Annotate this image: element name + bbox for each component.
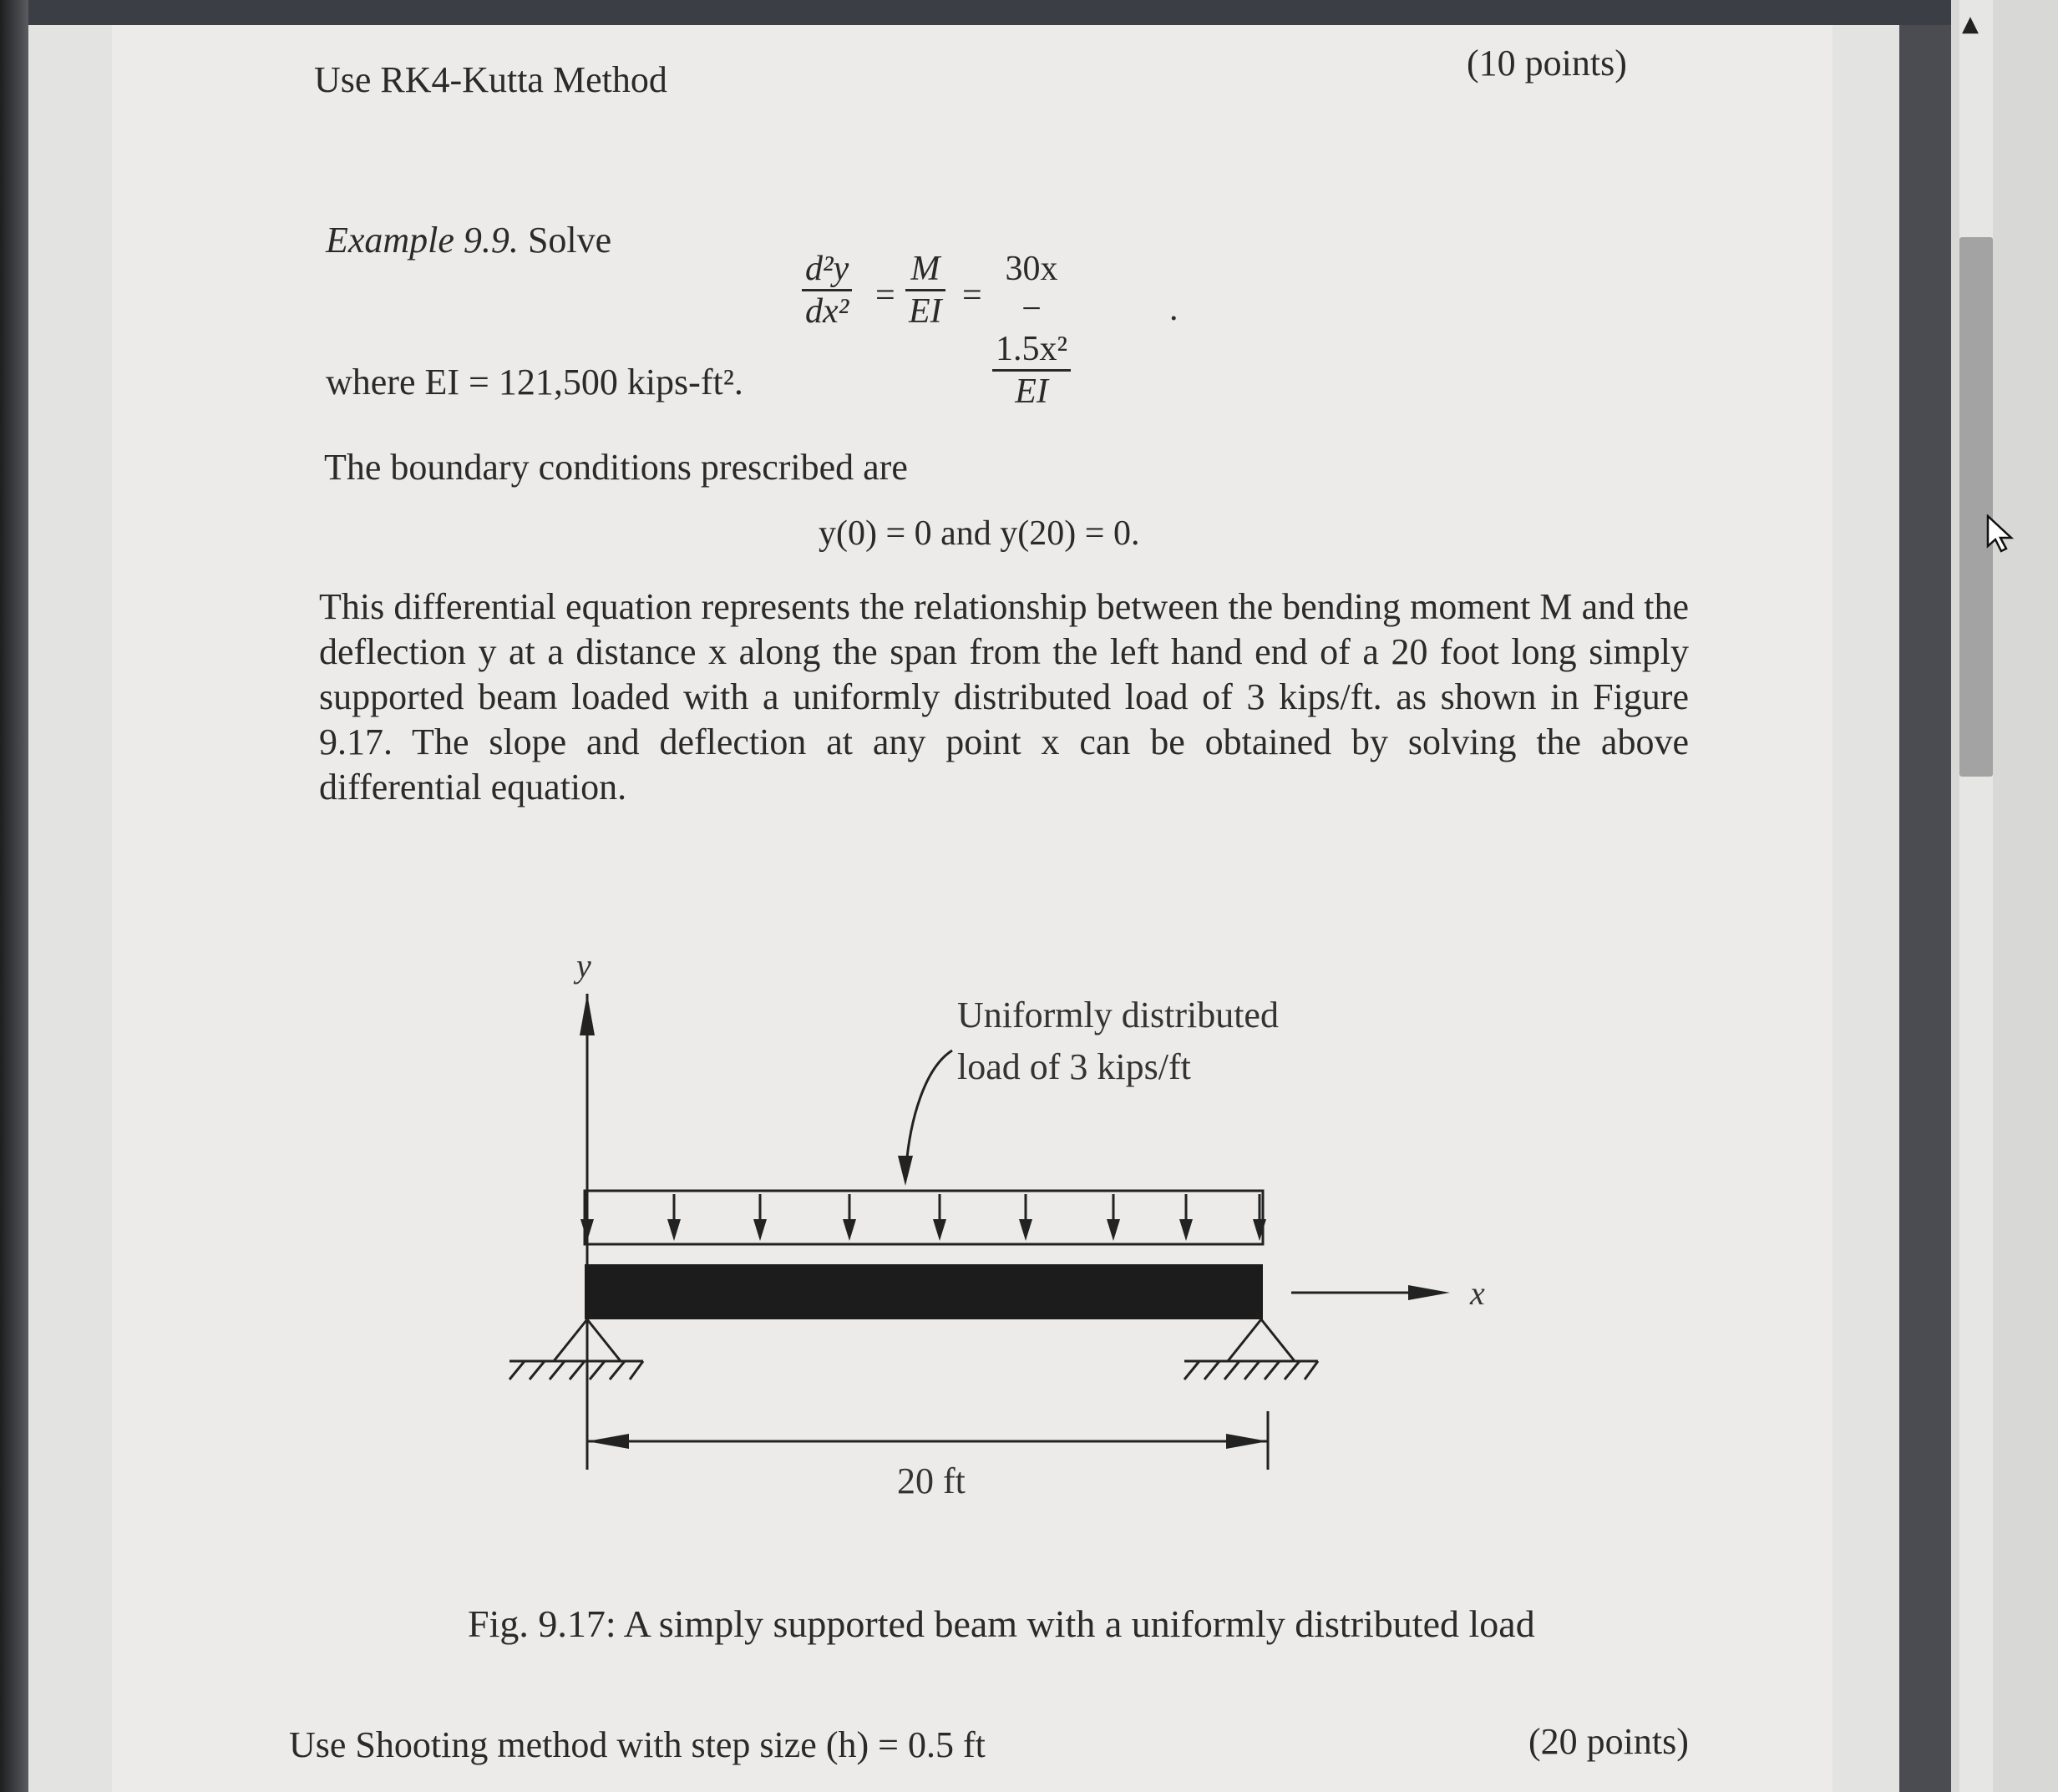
question-1-points: (10 points) xyxy=(1467,43,1627,84)
equals-sign-1: = xyxy=(875,276,895,315)
y-axis-arrowhead xyxy=(580,994,595,1035)
example-label: Example 9.9. xyxy=(326,220,519,261)
x-axis-label: x xyxy=(1470,1274,1485,1312)
load-label-line1: Uniformly distributed xyxy=(957,995,1279,1035)
example-action: Solve xyxy=(527,220,612,261)
equation-mid-fraction xyxy=(905,249,945,332)
span-label: 20 ft xyxy=(897,1460,966,1495)
figure-caption: Fig. 9.17: A simply supported beam with a uniformly distributed load xyxy=(468,1602,1535,1645)
equation-period: . xyxy=(1169,290,1179,328)
equation-lhs-denominator: dx² xyxy=(805,292,849,331)
boundary-conditions-intro: The boundary conditions prescribed are xyxy=(324,447,908,488)
load-pointer-line xyxy=(905,1050,952,1177)
example-heading xyxy=(326,219,611,261)
question-2-points: (20 points) xyxy=(1528,1721,1689,1762)
equation-lhs-numerator: d²y xyxy=(805,250,849,288)
scroll-up-arrow-icon[interactable]: ▲ xyxy=(1962,12,1979,37)
right-pin-support xyxy=(1184,1319,1318,1379)
equation-mid-numerator: M xyxy=(910,250,940,288)
equation-rhs-numerator: 30x − 1.5x² xyxy=(996,250,1068,368)
equation-mid-denominator: EI xyxy=(909,292,942,331)
load-pointer-arrowhead xyxy=(898,1156,913,1186)
span-left-arrowhead xyxy=(587,1434,629,1449)
equation-rhs-fraction xyxy=(992,249,1071,412)
screen-left-edge xyxy=(0,0,28,1792)
beam-figure xyxy=(468,944,1503,1499)
mouse-cursor-icon xyxy=(1986,514,2015,557)
beam xyxy=(585,1264,1263,1319)
load-block xyxy=(585,1191,1263,1244)
equation-lhs-fraction xyxy=(802,249,852,332)
y-axis-label: y xyxy=(576,947,591,985)
question-2-instruction: Use Shooting method with step size (h) = 0.5 ft xyxy=(289,1724,986,1765)
equation-rhs-denominator: EI xyxy=(1015,372,1048,411)
window-top-bar xyxy=(0,0,2058,25)
equals-sign-2: = xyxy=(962,276,982,315)
span-right-arrowhead xyxy=(1226,1434,1268,1449)
scrollbar-thumb[interactable] xyxy=(1959,237,1993,777)
where-clause: where EI = 121,500 kips-ft². xyxy=(326,362,743,402)
description-paragraph: This differential equation represents the relationship between the bending moment M and the deflection y at a distance x along the span from the left hand end of a 20 foot long simply supported beam loaded with a uniformly distributed load of 3 kips/ft. as shown in Figure 9.17. The slope and deflection at any point x can be obtained by solving the above differential equation. xyxy=(319,586,1689,807)
load-label-line2: load of 3 kips/ft xyxy=(957,1046,1191,1087)
x-axis-arrowhead xyxy=(1408,1285,1450,1300)
question-1-instruction: Use RK4-Kutta Method xyxy=(314,59,667,100)
left-pin-support xyxy=(509,1319,643,1379)
boundary-conditions: y(0) = 0 and y(20) = 0. xyxy=(819,514,1140,553)
load-arrows xyxy=(580,1194,1266,1241)
